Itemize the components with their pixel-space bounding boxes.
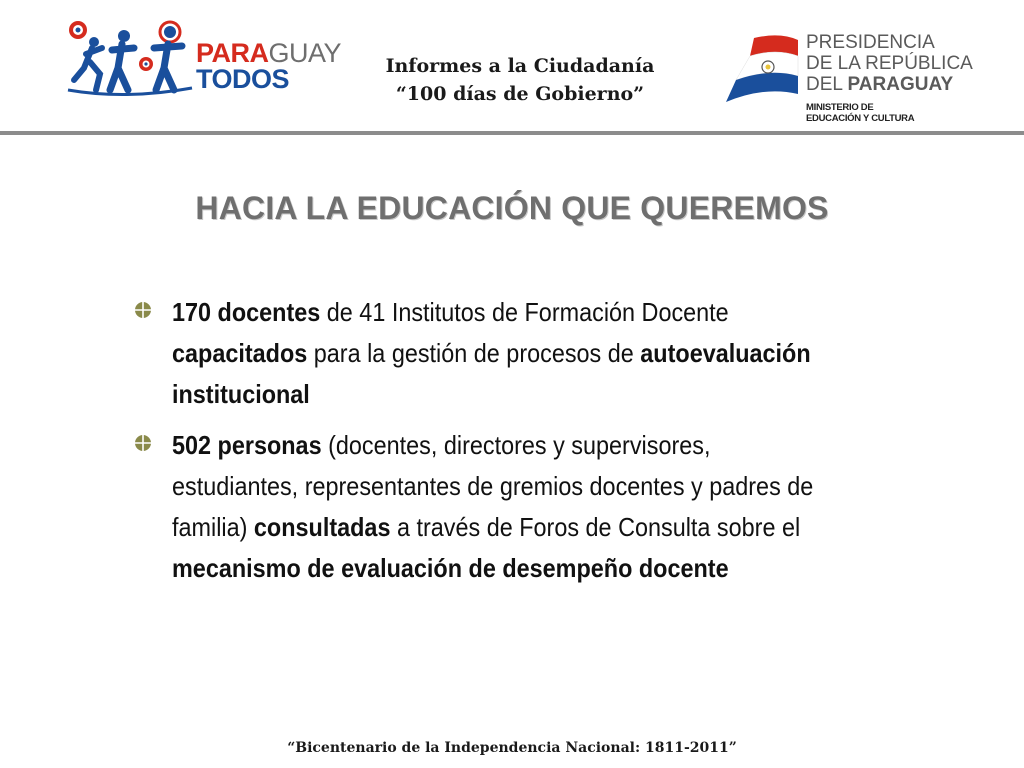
- presidencia-line-2: DE LA REPÚBLICA: [806, 53, 973, 74]
- bullet-2-seg-1: (docentes, directores y supervisores, estudiantes, representantes de gremios docentes y padres de familia): [172, 430, 814, 542]
- brand-line-1: [196, 40, 341, 66]
- bullet-text-2: [172, 425, 829, 589]
- presidencia-text: [806, 32, 973, 95]
- brand-todos: TODOS: [196, 64, 290, 94]
- bullet-1-seg-0: 170 docentes: [172, 297, 321, 327]
- ministry-line-2: EDUCACIÓN Y CULTURA: [806, 113, 915, 124]
- bullet-list: [130, 292, 830, 599]
- paraguay-flag-icon: [724, 34, 800, 106]
- presidencia-line-1: PRESIDENCIA: [806, 32, 935, 53]
- brand-text: [196, 40, 341, 92]
- report-heading: [370, 52, 670, 108]
- bullet-1-seg-3: para la gestión de procesos de: [307, 338, 641, 368]
- bullet-1-seg-1: de 41 Institutos de Formación Docente: [320, 297, 729, 327]
- brand-para: PARA: [196, 38, 269, 68]
- bullet-icon: [134, 434, 152, 452]
- ministry-line-1: MINISTERIO DE: [806, 102, 874, 113]
- presidencia-paraguay: PARAGUAY: [847, 74, 954, 95]
- bullet-2-seg-0: 502 personas: [172, 430, 322, 460]
- paraguay-todos-logo: [66, 18, 356, 98]
- bullet-text-1: [172, 292, 829, 415]
- bullet-1-seg-2: capacitados: [172, 338, 308, 368]
- presidencia-line-3: [806, 74, 973, 95]
- bicentenario-footer: “Bicentenario de la Independencia Nacional: 1811-2011”: [287, 740, 737, 756]
- presidencia-del: DEL: [806, 74, 848, 95]
- presidencia-logo: [724, 30, 1014, 130]
- bullet-1-seg-4: autoevaluación institucional: [172, 338, 811, 409]
- people-figures-icon: [66, 18, 196, 98]
- bullet-2-seg-3: a través de Foros de Consulta sobre el: [390, 512, 801, 542]
- bullet-item-1: [130, 292, 830, 415]
- slide-title: HACIA LA EDUCACIÓN QUE QUEREMOS: [195, 190, 829, 226]
- brand-guay: GUAY: [268, 38, 342, 68]
- header-divider: [0, 131, 1024, 135]
- report-heading-line-1: Informes a la Ciudadanía: [385, 55, 655, 77]
- report-heading-line-2: “100 días de Gobierno”: [395, 83, 645, 105]
- bullet-item-2: [130, 425, 830, 589]
- bullet-2-seg-4: mecanismo de evaluación de desempeño docente: [172, 553, 729, 583]
- bullet-2-seg-2: consultadas: [253, 512, 391, 542]
- bullet-icon: [134, 301, 152, 319]
- ministry-label: [806, 102, 914, 124]
- slide-header: [0, 0, 1024, 136]
